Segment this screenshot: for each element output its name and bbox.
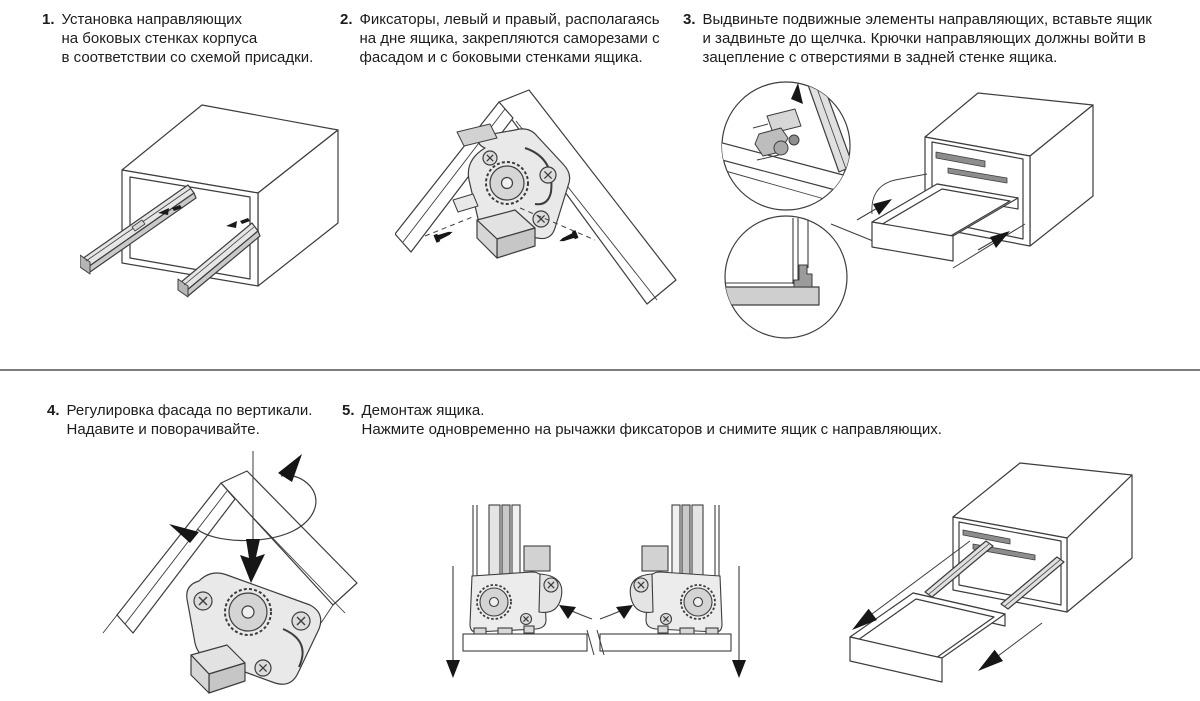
step-4-line-2: Надавите и поворачивайте. — [66, 421, 260, 438]
step-1-number: 1. — [42, 11, 55, 28]
drawer-bottom-board-left — [463, 634, 587, 651]
phillips-screw — [483, 151, 497, 165]
step-2-line-2: на дне ящика, закрепляются саморезами с — [359, 30, 660, 47]
step-3-text — [703, 10, 1152, 67]
step-4 — [47, 401, 312, 439]
step-3-number: 3. — [683, 11, 696, 28]
step-5-line-2: Нажмите одновременно на рычажки фиксаторов и снимите ящик с направляющих. — [361, 421, 942, 438]
step-1-text — [62, 10, 314, 67]
illustration-step5-drawer-removed — [810, 445, 1192, 699]
slide-and-latch-left — [470, 505, 562, 635]
detail-circle-hook-engagement — [723, 216, 847, 338]
step-1 — [42, 10, 313, 67]
step-5-text — [362, 401, 942, 439]
press-lever-arrow-left — [559, 605, 592, 619]
phillips-screw — [194, 592, 212, 610]
step-3 — [683, 10, 1152, 67]
down-arrow-left — [446, 566, 460, 678]
drawer-bottom-board-right — [600, 634, 731, 651]
press-down-arrow-icon — [240, 539, 265, 583]
illustration-step3-insert-drawer — [695, 78, 1187, 356]
step-1-line-2: на боковых стенках корпуса — [61, 30, 258, 47]
step-1-line-3: в соответствии со схемой присадки. — [61, 49, 314, 66]
step-2-text — [360, 10, 660, 67]
step-3-line-1: Выдвиньте подвижные элементы направляющих, вставьте ящик — [702, 11, 1152, 28]
step-2 — [340, 10, 660, 67]
slide-and-latch-right — [630, 505, 722, 635]
section-divider — [0, 369, 1200, 371]
step-5-number: 5. — [342, 402, 355, 419]
removal-arrow-right — [978, 623, 1042, 671]
step-3-line-2: и задвиньте до щелчка. Крючки направляющих должны войти в — [702, 30, 1146, 47]
step-5-line-1: Демонтаж ящика. — [361, 402, 485, 419]
step-2-line-3: фасадом и с боковыми стенками ящика. — [359, 49, 643, 66]
drawer-back-panel — [723, 287, 819, 305]
step-3-line-3: зацепление с отверстиями в задней стенке ящика. — [702, 49, 1058, 66]
step-5 — [342, 401, 942, 439]
phillips-screw — [292, 612, 310, 630]
down-arrow-right — [732, 566, 746, 678]
illustration-step2-latch-screws — [395, 88, 677, 330]
step-1-line-1: Установка направляющих — [61, 11, 242, 28]
press-lever-arrow-right — [600, 605, 633, 619]
latch-mechanism — [187, 573, 321, 693]
detail-circle-mechanism — [707, 78, 853, 210]
illustration-step4-vertical-adjustment — [95, 443, 359, 699]
illustration-step1-cabinet-with-slides — [80, 95, 352, 335]
phillips-screw — [255, 660, 271, 676]
step-4-number: 4. — [47, 402, 60, 419]
phillips-screw — [540, 167, 556, 183]
illustration-step5-release-levers — [440, 472, 752, 700]
leader-line — [831, 224, 873, 241]
step-4-text — [67, 401, 313, 439]
step-2-number: 2. — [340, 11, 353, 28]
step-4-line-1: Регулировка фасада по вертикали. — [66, 402, 313, 419]
step-2-line-1: Фиксаторы, левый и правый, располагаясь — [359, 11, 660, 28]
